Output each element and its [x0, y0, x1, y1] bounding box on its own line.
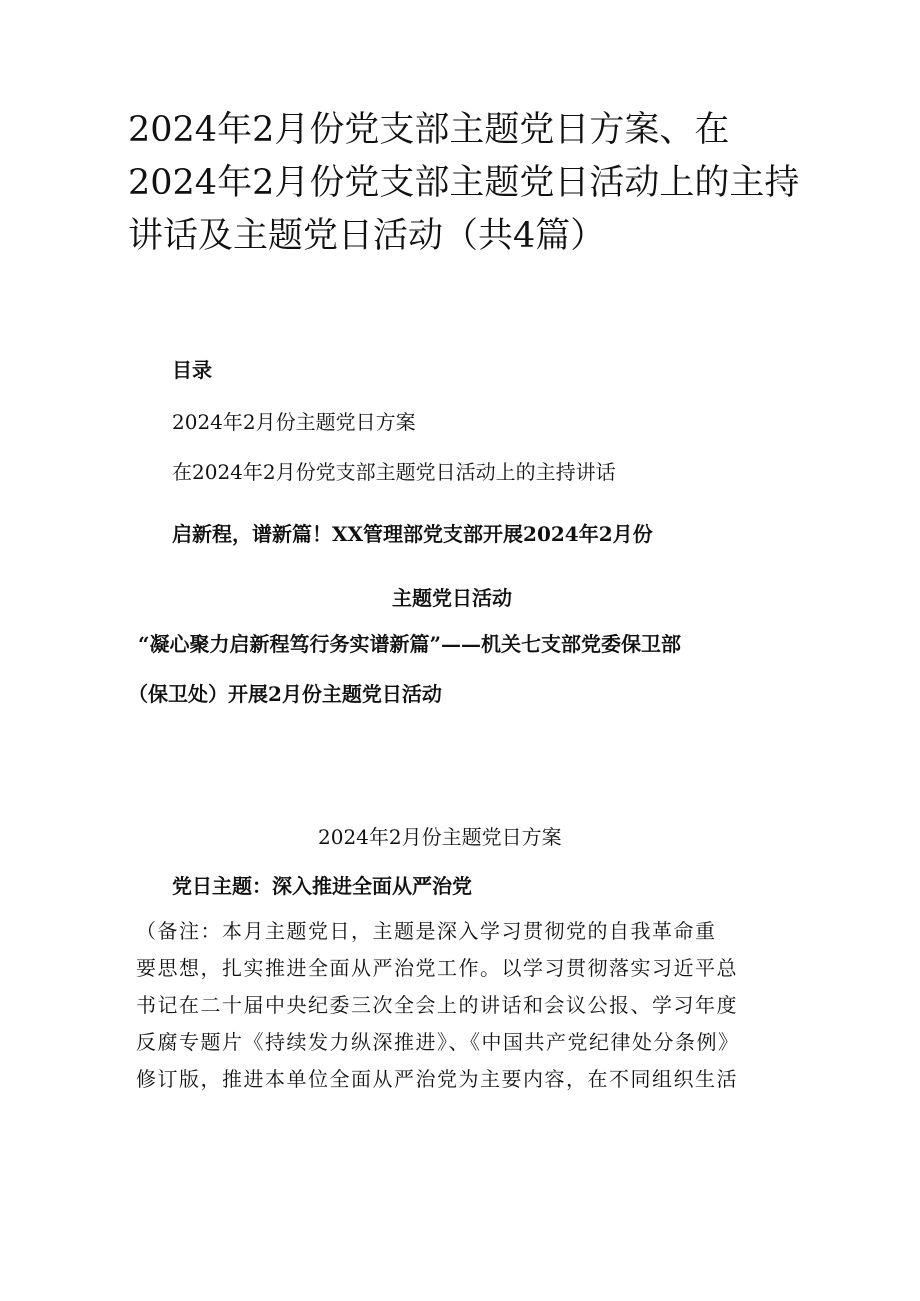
paragraph-line: 修订版，推进本单位全面从严治党为主要内容，在不同组织生活	[136, 1067, 738, 1091]
paragraph-line: 要思想，扎实推进全面从严治党工作。以学习贯彻落实习近平总	[136, 956, 738, 980]
toc-item[interactable]: 2024年2月份主题党日方案	[172, 410, 416, 434]
title-line: 2024年2月份党支部主题党日方案、在	[128, 110, 730, 150]
document-title	[128, 104, 808, 263]
toc-item[interactable]: 启新程，谱新篇！XX管理部党支部开展2024年2月份	[172, 522, 653, 546]
title-line: 讲话及主题党日活动（共4篇）	[128, 216, 606, 256]
section-heading: 2024年2月份主题党日方案	[318, 825, 562, 849]
toc-item[interactable]: 主题党日活动	[392, 586, 512, 610]
toc-item[interactable]: “凝心聚力启新程笃行务实谱新篇”——机关七支部党委保卫部	[138, 632, 682, 656]
section-theme: 党日主题：深入推进全面从严治党	[172, 874, 472, 898]
paragraph-line: 书记在二十届中央纪委三次全会上的讲话和会议公报、学习年度	[136, 993, 738, 1017]
paragraph-line: （备注：本月主题党日，主题是深入学习贯彻党的自我革命重	[136, 919, 717, 943]
paragraph-line: 反腐专题片《持续发力纵深推进》、《中国共产党纪律处分条例》	[136, 1030, 740, 1054]
title-line: 2024年2月份党支部主题党日活动上的主持	[128, 163, 800, 203]
toc-item[interactable]: （保卫处）开展2月份主题党日活动	[128, 682, 442, 706]
toc-item[interactable]: 在2024年2月份党支部主题党日活动上的主持讲话	[172, 460, 616, 484]
toc-heading: 目录	[172, 358, 212, 382]
section-paragraph	[136, 913, 796, 1098]
